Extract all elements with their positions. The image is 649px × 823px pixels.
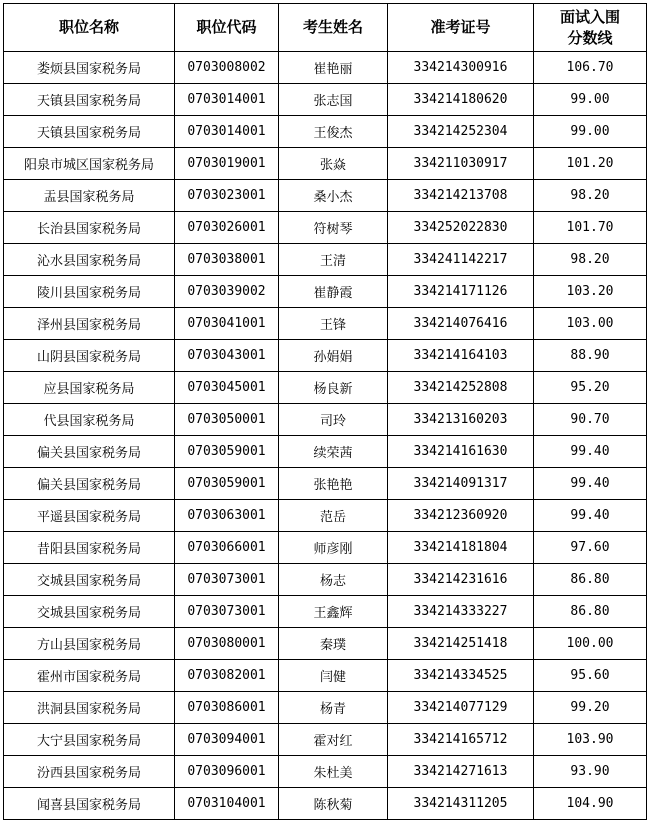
table-row [4, 84, 647, 116]
ticket-number-cell: 334214333227 [388, 596, 534, 628]
score-cell: 99.40 [534, 436, 647, 468]
candidate-name-cell: 符树琴 [279, 212, 388, 244]
position-code-cell: 0703041001 [175, 308, 279, 340]
position-name-cell: 方山县国家税务局 [4, 628, 175, 660]
position-name-cell: 长治县国家税务局 [4, 212, 175, 244]
position-code-cell: 0703043001 [175, 340, 279, 372]
position-name-cell: 洪洞县国家税务局 [4, 692, 175, 724]
table-row [4, 308, 647, 340]
position-code-cell: 0703080001 [175, 628, 279, 660]
position-name-cell: 汾西县国家税务局 [4, 756, 175, 788]
ticket-number-cell: 334252022830 [388, 212, 534, 244]
results-table [3, 3, 647, 820]
candidate-name-cell: 朱杜美 [279, 756, 388, 788]
position-name-cell: 盂县国家税务局 [4, 180, 175, 212]
candidate-name-cell: 王俊杰 [279, 116, 388, 148]
position-name-cell: 天镇县国家税务局 [4, 116, 175, 148]
table-row [4, 788, 647, 820]
table-row [4, 724, 647, 756]
score-cell: 90.70 [534, 404, 647, 436]
score-cell: 103.00 [534, 308, 647, 340]
position-name-cell: 代县国家税务局 [4, 404, 175, 436]
position-code-cell: 0703045001 [175, 372, 279, 404]
ticket-number-cell: 334241142217 [388, 244, 534, 276]
candidate-name-cell: 闫健 [279, 660, 388, 692]
table-row [4, 628, 647, 660]
score-cell: 104.90 [534, 788, 647, 820]
score-cell: 86.80 [534, 596, 647, 628]
candidate-name-cell: 张艳艳 [279, 468, 388, 500]
candidate-name-cell: 崔艳丽 [279, 52, 388, 84]
position-code-cell: 0703059001 [175, 436, 279, 468]
header-candidate-name: 考生姓名 [279, 4, 388, 52]
candidate-name-cell: 杨青 [279, 692, 388, 724]
candidate-name-cell: 师彦刚 [279, 532, 388, 564]
score-cell: 99.00 [534, 116, 647, 148]
table-row [4, 244, 647, 276]
score-cell: 95.20 [534, 372, 647, 404]
position-name-cell: 平遥县国家税务局 [4, 500, 175, 532]
position-code-cell: 0703073001 [175, 596, 279, 628]
position-name-cell: 天镇县国家税务局 [4, 84, 175, 116]
position-code-cell: 0703082001 [175, 660, 279, 692]
score-cell: 99.20 [534, 692, 647, 724]
score-cell: 95.60 [534, 660, 647, 692]
table-row [4, 340, 647, 372]
header-row [4, 4, 647, 52]
position-code-cell: 0703096001 [175, 756, 279, 788]
table-body [4, 52, 647, 820]
ticket-number-cell: 334214076416 [388, 308, 534, 340]
position-code-cell: 0703019001 [175, 148, 279, 180]
table-row [4, 276, 647, 308]
score-cell: 93.90 [534, 756, 647, 788]
candidate-name-cell: 崔静霞 [279, 276, 388, 308]
table-row [4, 436, 647, 468]
ticket-number-cell: 334214180620 [388, 84, 534, 116]
ticket-number-cell: 334214271613 [388, 756, 534, 788]
position-name-cell: 交城县国家税务局 [4, 564, 175, 596]
position-name-cell: 沁水县国家税务局 [4, 244, 175, 276]
position-name-cell: 阳泉市城区国家税务局 [4, 148, 175, 180]
table-row [4, 372, 647, 404]
table-row [4, 660, 647, 692]
ticket-number-cell: 334214181804 [388, 532, 534, 564]
position-name-cell: 泽州县国家税务局 [4, 308, 175, 340]
position-name-cell: 娄烦县国家税务局 [4, 52, 175, 84]
position-code-cell: 0703104001 [175, 788, 279, 820]
candidate-name-cell: 张志国 [279, 84, 388, 116]
ticket-number-cell: 334213160203 [388, 404, 534, 436]
score-cell: 97.60 [534, 532, 647, 564]
ticket-number-cell: 334214251418 [388, 628, 534, 660]
ticket-number-cell: 334214091317 [388, 468, 534, 500]
position-code-cell: 0703050001 [175, 404, 279, 436]
position-code-cell: 0703026001 [175, 212, 279, 244]
table-row [4, 468, 647, 500]
header-ticket-number: 准考证号 [388, 4, 534, 52]
ticket-number-cell: 334214334525 [388, 660, 534, 692]
position-code-cell: 0703059001 [175, 468, 279, 500]
ticket-number-cell: 334214300916 [388, 52, 534, 84]
position-name-cell: 山阴县国家税务局 [4, 340, 175, 372]
score-cell: 101.70 [534, 212, 647, 244]
ticket-number-cell: 334212360920 [388, 500, 534, 532]
position-code-cell: 0703039002 [175, 276, 279, 308]
position-name-cell: 偏关县国家税务局 [4, 436, 175, 468]
score-cell: 88.90 [534, 340, 647, 372]
table-row [4, 116, 647, 148]
candidate-name-cell: 陈秋菊 [279, 788, 388, 820]
table-row [4, 212, 647, 244]
score-cell: 98.20 [534, 180, 647, 212]
table-row [4, 500, 647, 532]
ticket-number-cell: 334214164103 [388, 340, 534, 372]
candidate-name-cell: 桑小杰 [279, 180, 388, 212]
header-position-code: 职位代码 [175, 4, 279, 52]
score-cell: 99.40 [534, 500, 647, 532]
position-code-cell: 0703008002 [175, 52, 279, 84]
ticket-number-cell: 334214161630 [388, 436, 534, 468]
score-cell: 101.20 [534, 148, 647, 180]
header-score-line-1: 面试入围 [559, 7, 620, 26]
candidate-name-cell: 杨志 [279, 564, 388, 596]
ticket-number-cell: 334214252304 [388, 116, 534, 148]
position-code-cell: 0703094001 [175, 724, 279, 756]
position-code-cell: 0703023001 [175, 180, 279, 212]
ticket-number-cell: 334214311205 [388, 788, 534, 820]
table-row [4, 564, 647, 596]
table-row [4, 756, 647, 788]
candidate-name-cell: 续荣茜 [279, 436, 388, 468]
candidate-name-cell: 霍对红 [279, 724, 388, 756]
table-row [4, 404, 647, 436]
score-cell: 100.00 [534, 628, 647, 660]
header-score-line [534, 4, 647, 52]
score-cell: 99.40 [534, 468, 647, 500]
score-cell: 106.70 [534, 52, 647, 84]
ticket-number-cell: 334214231616 [388, 564, 534, 596]
score-cell: 86.80 [534, 564, 647, 596]
table-row [4, 52, 647, 84]
candidate-name-cell: 王清 [279, 244, 388, 276]
position-code-cell: 0703086001 [175, 692, 279, 724]
position-code-cell: 0703014001 [175, 84, 279, 116]
table-row [4, 692, 647, 724]
candidate-name-cell: 王鑫辉 [279, 596, 388, 628]
position-name-cell: 闻喜县国家税务局 [4, 788, 175, 820]
position-name-cell: 昔阳县国家税务局 [4, 532, 175, 564]
ticket-number-cell: 334214171126 [388, 276, 534, 308]
score-cell: 103.20 [534, 276, 647, 308]
position-code-cell: 0703063001 [175, 500, 279, 532]
table-row [4, 148, 647, 180]
score-cell: 103.90 [534, 724, 647, 756]
position-name-cell: 偏关县国家税务局 [4, 468, 175, 500]
position-name-cell: 陵川县国家税务局 [4, 276, 175, 308]
position-code-cell: 0703073001 [175, 564, 279, 596]
score-cell: 99.00 [534, 84, 647, 116]
candidate-name-cell: 孙娟娟 [279, 340, 388, 372]
position-code-cell: 0703038001 [175, 244, 279, 276]
candidate-name-cell: 秦璞 [279, 628, 388, 660]
ticket-number-cell: 334214077129 [388, 692, 534, 724]
ticket-number-cell: 334214165712 [388, 724, 534, 756]
ticket-number-cell: 334214252808 [388, 372, 534, 404]
header-position-name: 职位名称 [4, 4, 175, 52]
table-row [4, 532, 647, 564]
candidate-name-cell: 张焱 [279, 148, 388, 180]
position-code-cell: 0703014001 [175, 116, 279, 148]
position-code-cell: 0703066001 [175, 532, 279, 564]
position-name-cell: 应县国家税务局 [4, 372, 175, 404]
header-score-line-2: 分数线 [567, 28, 613, 47]
table-row [4, 180, 647, 212]
candidate-name-cell: 司玲 [279, 404, 388, 436]
position-name-cell: 交城县国家税务局 [4, 596, 175, 628]
candidate-name-cell: 杨良新 [279, 372, 388, 404]
candidate-name-cell: 王锋 [279, 308, 388, 340]
score-cell: 98.20 [534, 244, 647, 276]
candidate-name-cell: 范岳 [279, 500, 388, 532]
position-name-cell: 霍州市国家税务局 [4, 660, 175, 692]
ticket-number-cell: 334214213708 [388, 180, 534, 212]
ticket-number-cell: 334211030917 [388, 148, 534, 180]
position-name-cell: 大宁县国家税务局 [4, 724, 175, 756]
table-row [4, 596, 647, 628]
